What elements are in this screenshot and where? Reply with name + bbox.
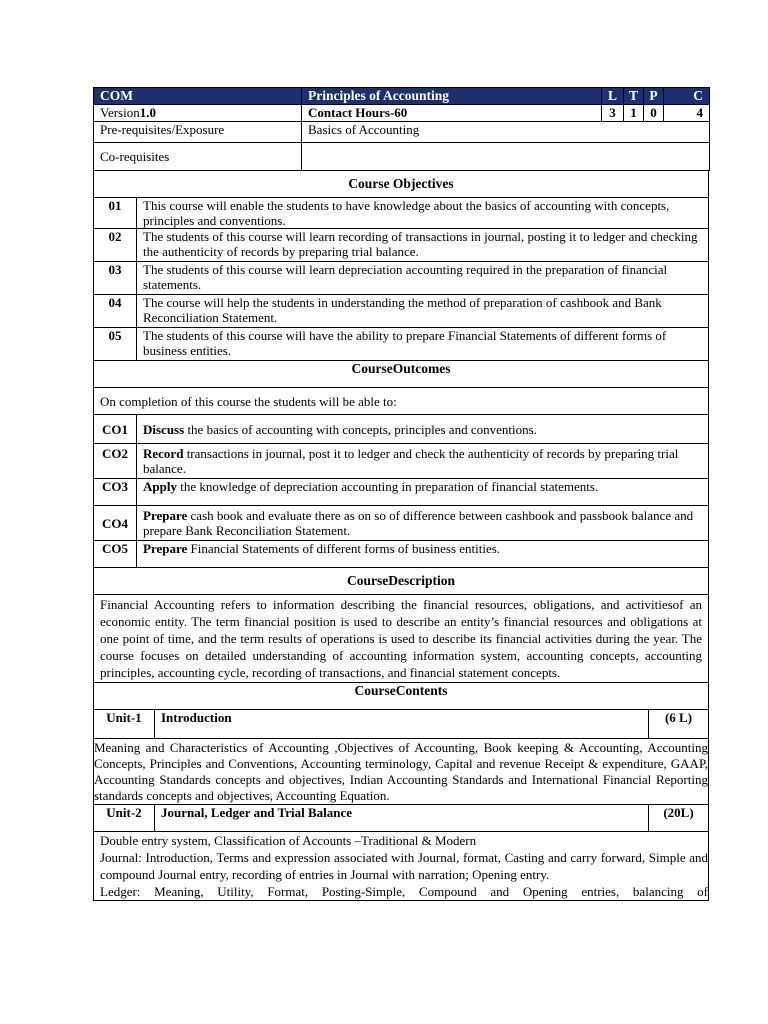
version-label: Version <box>100 105 140 120</box>
unit1-hours: (6 L) <box>649 710 709 739</box>
unit1-title: Introduction <box>155 710 649 739</box>
description-table <box>93 567 709 683</box>
unit1-content: Meaning and Characteristics of Accounting ,Objectives of Accounting, Book keeping & Accounting, Accounting Concepts, Principles and Conventions, Accounting terminology, Capital and revenue Receipt & expenditure, GAAP, Accounting Standards concepts and objectives, Indian Accounting Standards and International Financial Reporting standards concepts and objectives, Accounting Equation. <box>94 740 708 803</box>
ltp-c-value: 4 <box>664 105 710 122</box>
coreq-row <box>94 143 710 171</box>
header-row <box>94 88 710 105</box>
syllabus-page <box>93 87 709 901</box>
outcome-code: CO5 <box>94 541 137 568</box>
outcome-text: the knowledge of depreciation accounting in preparation of financial statements. <box>176 479 599 494</box>
outcome-verb: Apply <box>143 479 177 494</box>
outcome-verb: Record <box>143 446 184 461</box>
outcome-code: CO2 <box>94 444 137 479</box>
unit2-title: Journal, Ledger and Trial Balance <box>155 805 649 832</box>
ltp-c-label: C <box>664 88 710 105</box>
contents-table <box>93 682 709 739</box>
outcomes-table <box>93 360 709 568</box>
unit2-line: Journal: Introduction, Terms and expression associated with Journal, format, Casting and carry forward, Simple and compound Journal entry, recording of entries in Journal with narration; Opening entry. <box>100 850 708 882</box>
prereq-label: Pre-requisites/Exposure <box>94 122 302 143</box>
outcome-verb: Prepare <box>143 508 188 523</box>
objective-row <box>94 198 709 229</box>
objective-text: The students of this course will learn depreciation accounting required in the preparation of financial statements. <box>137 262 709 295</box>
objective-text: The course will help the students in understanding the method of preparation of cashbook and Bank Reconciliation Statement. <box>137 295 709 328</box>
contact-hours: Contact Hours-60 <box>302 105 602 122</box>
coreq-value <box>302 143 710 171</box>
objectives-table <box>93 170 709 361</box>
unit2-line: Double entry system, Classification of Accounts –Traditional & Modern <box>100 833 477 848</box>
outcome-row <box>94 541 709 568</box>
outcome-row <box>94 506 709 541</box>
outcome-verb: Discuss <box>143 421 185 437</box>
unit2-content <box>93 832 709 901</box>
objective-num: 05 <box>94 328 137 361</box>
outcome-row <box>94 444 709 479</box>
unit1-label: Unit-1 <box>94 710 155 739</box>
outcome-code: CO4 <box>94 506 137 541</box>
objective-row <box>94 295 709 328</box>
outcome-verb: Prepare <box>143 541 188 556</box>
course-title: Principles of Accounting <box>302 88 602 105</box>
ltp-p-value: 0 <box>644 105 664 122</box>
ltp-p-label: P <box>644 88 664 105</box>
objective-num: 02 <box>94 229 137 262</box>
objective-text: The students of this course will have the ability to prepare Financial Statements of different forms of business entities. <box>137 328 709 361</box>
course-code: COM <box>94 88 302 105</box>
outcome-code: CO3 <box>94 479 137 506</box>
objective-text: The students of this course will learn recording of transactions in journal, posting it to ledger and checking the authenticity of records by preparing trial balance. <box>137 229 709 262</box>
unit2-line: Ledger: Meaning, Utility, Format, Posting-Simple, Compound and Opening entries, balancing of <box>100 884 708 899</box>
version-row <box>94 105 710 122</box>
ltp-l-value: 3 <box>602 105 624 122</box>
outcome-text: Financial Statements of different forms of business entities. <box>187 541 501 556</box>
ltp-t-label: T <box>624 88 644 105</box>
outcomes-heading: CourseOutcomes <box>94 361 709 388</box>
outcome-text: transactions in journal, post it to ledger and check the authenticity of records by preparing trial balance. <box>143 446 679 476</box>
objective-row <box>94 229 709 262</box>
prereq-value: Basics of Accounting <box>302 122 710 143</box>
outcome-row <box>94 479 709 506</box>
coreq-label: Co-requisites <box>94 143 302 171</box>
unit2-table <box>93 804 709 832</box>
ltp-l-label: L <box>602 88 624 105</box>
prereq-row <box>94 122 710 143</box>
outcome-text: cash book and evaluate there as on so of difference between cashbook and passbook balance and prepare Bank Reconciliation Statement. <box>143 508 694 538</box>
unit2-header-row <box>94 805 709 832</box>
objective-num: 03 <box>94 262 137 295</box>
outcome-text: the basics of accounting with concepts, principles and conventions. <box>184 421 537 437</box>
version-value: 1.0 <box>139 105 156 120</box>
objective-text: This course will enable the students to have knowledge about the basics of accounting with concepts, principles and conventions. <box>137 198 709 229</box>
objective-row <box>94 328 709 361</box>
description-text: Financial Accounting refers to information describing the financial resources, obligations, and activitiesof an economic entity. The term financial position is used to describe an entity’s financial resources and obligations at one point of time, and the term results of operations is used to describe its financial activities during the year. The course focuses on detailed understanding of accounting information system, accounting concepts, accounting principles, accounting cycle, recording of transactions, and financial statement concepts. <box>94 595 709 683</box>
outcome-code: CO1 <box>94 415 137 444</box>
objective-row <box>94 262 709 295</box>
course-header-table <box>93 87 710 171</box>
objective-num: 01 <box>94 198 137 229</box>
outcome-row <box>94 415 709 444</box>
unit1-header-row <box>94 710 709 739</box>
description-heading: CourseDescription <box>94 568 709 595</box>
contents-heading: CourseContents <box>94 683 709 710</box>
unit2-label: Unit-2 <box>94 805 155 832</box>
objectives-heading: Course Objectives <box>94 171 709 198</box>
unit2-hours: (20L) <box>649 805 709 832</box>
objective-num: 04 <box>94 295 137 328</box>
ltp-t-value: 1 <box>624 105 644 122</box>
outcomes-intro: On completion of this course the students will be able to: <box>94 388 709 415</box>
